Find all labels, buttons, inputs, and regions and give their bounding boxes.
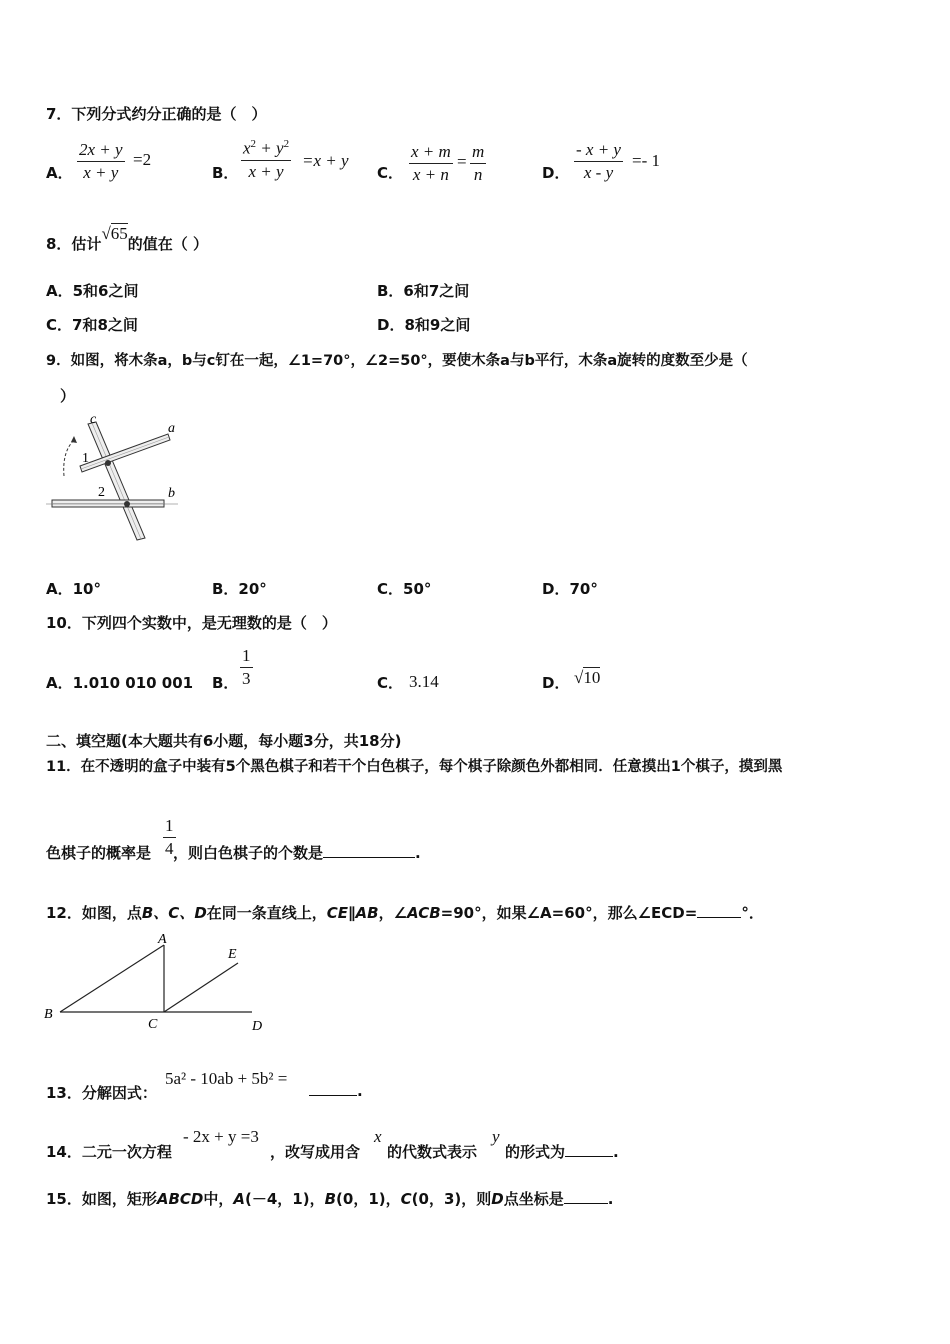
q9-option-c: C．50° [377,580,432,598]
q9-stem-cont: ） [60,387,76,405]
q7-b-numerator: $x^2 + y^2$ [243,138,290,158]
q10-c-value: 3.14 [409,672,439,691]
q14-var-x: x [374,1127,382,1146]
q13-blank-wrap: . [309,1082,363,1100]
q7-a-denominator: x + y [83,163,119,182]
rotation-arrow-icon [64,440,74,476]
fig12-label-a: A [158,932,167,947]
q8-option-c: C．7和8之间 [46,316,138,334]
q14-stem-mid: ，改写成用含 [270,1143,361,1161]
q15-stem: 15．如图，矩形ABCD中，A(－4，1)，B(0，1)，C(0，3)，则D点坐标是 . [46,1190,614,1208]
fig9-label-c: c [90,412,97,427]
q14-var-y: y [492,1127,500,1146]
q11-fraction [163,816,176,859]
q13-answer-blank[interactable] [309,1095,357,1096]
q14-stem-pre: 14．二元一次方程 [46,1143,172,1161]
q7-c-rhs-denominator: n [473,165,483,184]
q14-answer-blank[interactable] [565,1156,613,1157]
q10-d-sqrt: √10 [574,668,601,687]
q14-stem-post: 的形式为 . [505,1143,619,1161]
q13-expression: 5a² - 10ab + 5b² = [165,1069,288,1088]
q7-d-rhs: =- 1 [632,151,660,170]
stick-c [88,422,145,540]
q14-equation: - 2x + y =3 [183,1127,259,1146]
q14-stem-mid2: 的代数式表示 [387,1143,478,1161]
q10-option-b-label: B． [212,674,239,692]
q13-stem: 13．分解因式： [46,1084,157,1102]
q7-option-b-label: B． [212,164,239,182]
q7-d-denominator: x - y [583,163,614,182]
q7-c-numerator: x + m [411,142,451,161]
q9-option-d: D．70° [542,580,598,598]
q9-option-b: B．20° [212,580,267,598]
q7-stem: 7．下列分式约分正确的是（ ） [46,105,267,123]
stick-a [80,434,170,472]
q7-d-numerator: - x + y [576,140,621,159]
q10-b-denominator: 3 [242,669,251,688]
nail-2 [124,501,130,507]
q7-a-rhs: =2 [133,150,152,169]
q11-line1: 11．在不透明的盒子中装有5个黑色棋子和若干个白色棋子，每个棋子除颜色外都相同．任意摸出1个棋子，摸到黑 [46,759,783,775]
section-2-heading: 二、填空题(本大题共有6小题，每小题3分，共18分) [46,732,402,750]
q12-figure [40,928,270,1038]
q9-figure [44,412,184,547]
fig12-label-c: C [148,1017,158,1032]
q7-option-a-label: A． [46,164,73,182]
q10-b-fraction [240,646,253,689]
q8-sqrt: √65 [101,224,128,243]
q7-option-c-label: C． [377,164,404,182]
q9-option-a: A．10° [46,580,101,598]
q7-option-d-fraction [574,140,623,183]
fig9-label-b: b [168,486,175,501]
q7-c-equals: = [457,152,467,171]
line-ce [164,963,238,1012]
q11-numerator: 1 [165,816,174,835]
q11-answer-blank[interactable] [323,857,415,858]
q7-a-numerator: 2x + y [79,140,123,159]
q10-option-a: A．1.010 010 001 [46,674,194,692]
fig12-label-b: B [44,1007,53,1022]
q7-b-rhs: =x + y [302,151,349,170]
fig9-label-2: 2 [98,485,105,500]
fig9-label-a: a [168,421,175,436]
q7-c-rhs-numerator: m [472,142,485,161]
q9-stem: 9．如图，将木条a，b与c钉在一起，∠1=70°，∠2=50°，要使木条a与b平行，木条a旋转的度数至少是（ [46,353,748,369]
nail-1 [105,460,111,466]
q7-option-d-label: D． [542,164,570,182]
q11-denominator: 4 [165,839,174,858]
fig12-label-e: E [228,947,237,962]
q10-stem: 10．下列四个实数中，是无理数的是（ ） [46,614,337,632]
q8-option-d: D．8和9之间 [377,316,471,334]
q11-line2: 色棋子的概率是 ，则白色棋子的个数是 . [46,844,421,862]
q8-option-a: A．5和6之间 [46,282,139,300]
q7-b-denominator: x + y [248,161,284,181]
q8-stem: 8．估计√65的值在（ ） [46,224,209,253]
q15-answer-blank[interactable] [564,1203,608,1204]
fig9-label-1: 1 [82,451,89,466]
q10-b-numerator: 1 [242,646,251,665]
q10-option-d-label: D． [542,674,570,692]
q7-option-c-fraction [409,142,453,185]
q12-answer-blank[interactable] [697,917,741,918]
fig12-label-d: D [252,1019,263,1034]
line-ab [60,945,164,1012]
q7-option-b-fraction [241,138,291,182]
q12-stem: 12．如图，点B、C、D在同一条直线上，CE∥AB，∠ACB=90°，如果∠A=60°，那么∠ECD= °． [46,904,764,922]
q8-option-b: B．6和7之间 [377,282,470,300]
q7-c-rhs-fraction [470,142,486,185]
stick-b [46,500,178,507]
q10-option-c-label: C． [377,674,404,692]
q7-option-a-fraction [77,140,125,183]
q7-c-denominator: x + n [412,165,449,184]
arrowhead-icon [71,436,77,443]
